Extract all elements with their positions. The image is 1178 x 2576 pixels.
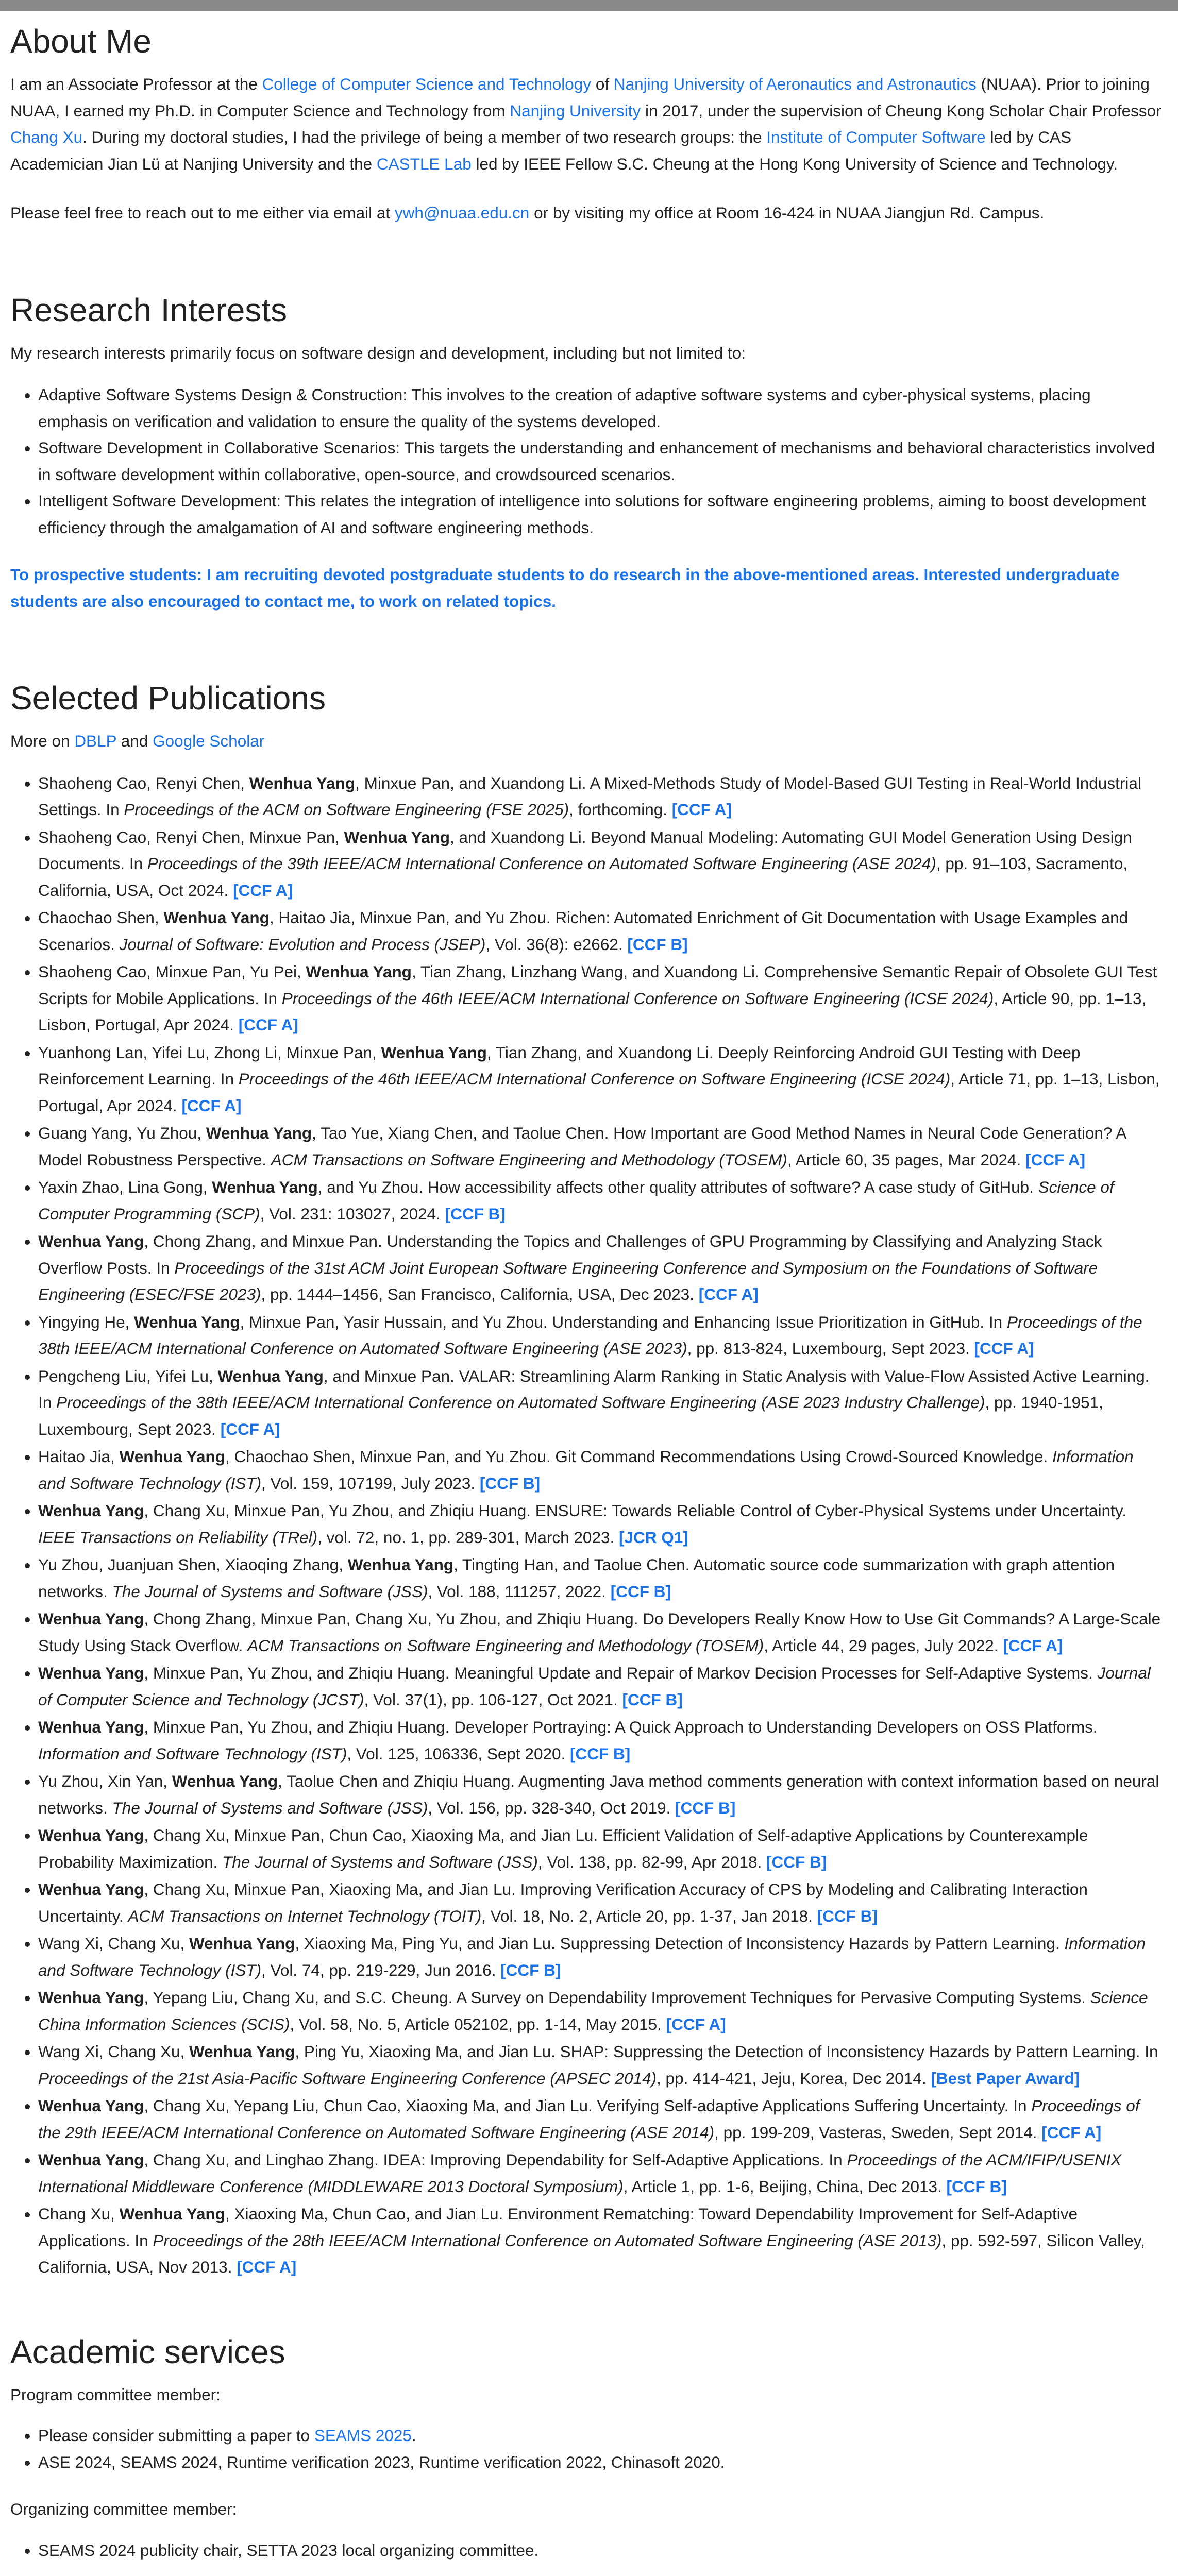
venue-text: IEEE Transactions on Reliability (TRel)	[38, 1528, 318, 1547]
details-text: , Vol. 138, pp. 82-99, Apr 2018.	[537, 1852, 766, 1871]
publication-item	[38, 2039, 1163, 2092]
author-text: Wang Xi, Chang Xu,	[38, 1934, 189, 1953]
castle-lab-link[interactable]: CASTLE Lab	[376, 154, 472, 173]
contact-paragraph	[10, 200, 1163, 227]
details-text: , pp. 813-824, Luxembourg, Sept 2023.	[687, 1339, 974, 1358]
author-highlight: Wenhua Yang	[172, 1772, 278, 1790]
title-text: , Chang Xu, Minxue Pan, Xiaoxing Ma, and Jian Lu. Improving Verification Accuracy of CPS by Modeling and Calibrating Interaction Uncertainty.	[38, 1880, 1088, 1925]
publication-item	[38, 905, 1163, 958]
about-heading: About Me	[10, 23, 152, 60]
author-highlight: Wenhua Yang	[38, 1609, 144, 1628]
services-section	[10, 2332, 1163, 2576]
rank-badge[interactable]: [CCF A]	[1041, 2123, 1102, 2142]
venue-text: Proceedings of the 39th IEEE/ACM International Conference on Automated Software Engineering (ASE 2024)	[147, 854, 936, 873]
rank-badge[interactable]: [CCF B]	[445, 1204, 506, 1223]
rank-badge[interactable]: [CCF B]	[817, 1906, 878, 1925]
research-section	[10, 291, 1163, 615]
venue-text: Proceedings of the ACM on Software Engineering (FSE 2025)	[124, 800, 569, 819]
venue-text: The Journal of Systems and Software (JSS)	[222, 1852, 538, 1871]
publication-item	[38, 1930, 1163, 1984]
rank-badge[interactable]: [CCF A]	[181, 1096, 242, 1115]
venue-text: Science China Information Sciences (SCIS)	[38, 1988, 1148, 2033]
publication-item	[38, 1498, 1163, 1551]
about-text: I am an Associate Professor at the	[10, 75, 262, 93]
author-highlight: Wenhua Yang	[306, 962, 412, 981]
title-text: , Tao Yue, Xiang Chen, and Taolue Chen. How Important are Good Method Names in Neural Code Generation? A Model Robustness Perspective.	[38, 1124, 1126, 1169]
author-text: Yuanhong Lan, Yifei Lu, Zhong Li, Minxue Pan,	[38, 1043, 381, 1062]
details-text: , Vol. 36(8): e2662.	[485, 935, 628, 954]
author-text: Pengcheng Liu, Yifei Lu,	[38, 1366, 218, 1385]
venue-text: Journal of Computer Science and Technology (JCST)	[38, 1664, 1151, 1709]
more-text: More on	[10, 732, 75, 750]
publication-item	[38, 1660, 1163, 1713]
author-highlight: Wenhua Yang	[206, 1124, 312, 1142]
publication-item	[38, 1822, 1163, 1875]
more-text: and	[116, 732, 153, 750]
author-highlight: Wenhua Yang	[38, 2096, 144, 2115]
page-content	[10, 22, 1163, 2576]
author-highlight: Wenhua Yang	[347, 1555, 454, 1574]
author-highlight: Wenhua Yang	[217, 1366, 324, 1385]
about-text: of	[591, 75, 614, 93]
author-text: Haitao Jia,	[38, 1447, 120, 1466]
author-highlight: Wenhua Yang	[119, 2205, 225, 2223]
details-text: , Vol. 231: 103027, 2024.	[260, 1204, 445, 1223]
pc-text: .	[411, 2426, 416, 2445]
author-highlight: Wenhua Yang	[38, 1718, 144, 1736]
author-highlight: Wenhua Yang	[38, 2150, 144, 2169]
publication-item	[38, 1606, 1163, 1659]
author-highlight: Wenhua Yang	[212, 1178, 318, 1196]
nju-link[interactable]: Nanjing University	[510, 101, 641, 120]
author-highlight: Wenhua Yang	[38, 1988, 144, 2007]
venue-text: Proceedings of the 38th IEEE/ACM International Conference on Automated Software Engineering (ASE 2023 Industry Challenge)	[56, 1393, 985, 1412]
pc-text: Please consider submitting a paper to	[38, 2426, 314, 2445]
details-text: , Vol. 58, No. 5, Article 052102, pp. 1-14, May 2015.	[290, 2014, 666, 2033]
oc-item: • SEAMS 2024 publicity chair, SETTA 2023 local organizing committee.	[38, 2537, 1163, 2564]
author-text: Guang Yang, Yu Zhou,	[38, 1124, 206, 1142]
ics-link[interactable]: Institute of Computer Software	[766, 128, 986, 146]
rank-badge[interactable]: [CCF A]	[1003, 1636, 1063, 1655]
author-text: Shaoheng Cao, Renyi Chen,	[38, 773, 249, 792]
publication-item	[38, 1174, 1163, 1227]
publication-item	[38, 2147, 1163, 2200]
venue-text: ACM Transactions on Software Engineering and Methodology (TOSEM)	[247, 1636, 764, 1655]
author-text: Yaxin Zhao, Lina Gong,	[38, 1178, 212, 1196]
title-text: , Chong Zhang, and Minxue Pan. Understanding the Topics and Challenges of GPU Programming by Classifying and Analyzing Stack Overflow Posts. In	[38, 1232, 1102, 1277]
title-text: , Tian Zhang, and Xuandong Li. Deeply Reinforcing Android GUI Testing with Deep Reinforcement Learning. In	[38, 1043, 1081, 1088]
author-highlight: Wenhua Yang	[163, 908, 270, 927]
about-section	[10, 22, 1163, 227]
title-text: , Minxue Pan, Yu Zhou, and Zhiqiu Huang. Meaningful Update and Repair of Markov Decision Processes for Self-Adaptive Systems.	[144, 1664, 1098, 1682]
details-text: , Vol. 37(1), pp. 106-127, Oct 2021.	[364, 1690, 622, 1709]
venue-text: Information and Software Technology (IST)	[38, 1934, 1146, 1979]
venue-text: Proceedings of the 46th IEEE/ACM International Conference on Software Engineering (ICSE 2024)	[238, 1070, 951, 1088]
title-text: , Xiaoxing Ma, Chun Cao, and Jian Lu. Environment Rematching: Toward Dependability Improvement for Self-Adaptive Applications. In	[38, 2205, 1078, 2250]
more-links	[10, 728, 1163, 755]
details-text: , Article 1, pp. 1-6, Beijing, China, Dec 2013.	[623, 2177, 947, 2196]
details-text: , Article 71, pp. 1–13, Lisbon, Portugal, Apr 2024.	[38, 1070, 1160, 1115]
rank-badge[interactable]: [CCF B]	[570, 1744, 631, 1763]
author-highlight: Wenhua Yang	[189, 1934, 295, 1953]
details-text: , forthcoming.	[569, 800, 672, 819]
author-highlight: Wenhua Yang	[344, 827, 450, 846]
publication-item	[38, 1228, 1163, 1308]
title-text: , Chaochao Shen, Minxue Pan, and Yu Zhou. Git Command Recommendations Using Crowd-Sourced Knowledge.	[225, 1447, 1053, 1466]
details-text: , Vol. 74, pp. 219-229, Jun 2016.	[261, 1960, 501, 1979]
venue-text: The Journal of Systems and Software (JSS)	[112, 1582, 428, 1601]
details-text: , vol. 72, no. 1, pp. 289-301, March 2023.	[317, 1528, 619, 1547]
rank-badge[interactable]: [CCF A]	[698, 1285, 759, 1303]
title-text: , Tingting Han, and Taolue Chen. Automatic source code summarization with graph attention networks.	[38, 1555, 1115, 1601]
rank-badge[interactable]: [JCR Q1]	[618, 1528, 688, 1547]
rank-badge[interactable]: [CCF A]	[1025, 1150, 1086, 1169]
title-text: , Chang Xu, Minxue Pan, Chun Cao, Xiaoxing Ma, and Jian Lu. Efficient Validation of Self-adaptive Applications by Counterexample Probability Maximization.	[38, 1826, 1088, 1871]
google-scholar-link[interactable]: Google Scholar	[153, 732, 265, 750]
publication-item	[38, 1120, 1163, 1173]
title-text: , Chong Zhang, Minxue Pan, Chang Xu, Yu Zhou, and Zhiqiu Huang. Do Developers Really Know How to Use Git Commands? A Large-Scale Study Using Stack Overflow.	[38, 1609, 1161, 1655]
venue-text: Proceedings of the 46th IEEE/ACM International Conference on Software Engineering (ICSE 2024)	[281, 989, 994, 1008]
author-highlight: Wenhua Yang	[381, 1043, 487, 1062]
publication-list	[10, 770, 1163, 2281]
publication-item	[38, 1309, 1163, 1362]
publication-item	[38, 1985, 1163, 2038]
venue-text: The Journal of Systems and Software (JSS)	[112, 1798, 428, 1817]
chang-xu-link[interactable]: Chang Xu	[10, 128, 83, 146]
pc-item	[38, 2422, 1163, 2449]
about-text: (NUAA). Prior to joining NUAA, I earned my Ph.D. in Computer Science and Technology from	[10, 75, 1150, 120]
rank-badge[interactable]: [Best Paper Award]	[931, 2069, 1080, 2088]
publication-item	[38, 1714, 1163, 1767]
author-text: Shaoheng Cao, Minxue Pan, Yu Pei,	[38, 962, 306, 981]
publication-item	[38, 2093, 1163, 2146]
title-text: , Ping Yu, Xiaoxing Ma, and Jian Lu. SHAP: Suppressing the Detection of Inconsistency Hazards by Pattern Learning. In	[295, 2042, 1158, 2061]
title-text: , Minxue Pan, Yasir Hussain, and Yu Zhou. Understanding and Enhancing Issue Prioritization in GitHub. In	[240, 1312, 1007, 1331]
author-highlight: Wenhua Yang	[38, 1664, 144, 1682]
details-text: , pp. 414-421, Jeju, Korea, Dec 2014.	[656, 2069, 931, 2088]
title-text: , Chang Xu, Minxue Pan, Yu Zhou, and Zhiqiu Huang. ENSURE: Towards Reliable Control of Cyber-Physical Systems under Uncertainty.	[144, 1501, 1127, 1520]
details-text: , pp. 91–103, Sacramento, California, USA, Oct 2024.	[38, 854, 1128, 900]
title-text: , Minxue Pan, and Xuandong Li. A Mixed-Methods Study of Model-Based GUI Testing in Real-World Industrial Settings. In	[38, 773, 1141, 819]
title-text: , Xiaoxing Ma, Ping Yu, and Jian Lu. Suppressing Detection of Inconsistency Hazards by Pattern Learning.	[295, 1934, 1065, 1953]
publication-item	[38, 824, 1163, 904]
rank-badge[interactable]: [CCF B]	[622, 1690, 683, 1709]
details-text: , pp. 199-209, Vasteras, Sweden, Sept 2014.	[714, 2123, 1042, 2142]
details-text: , Article 44, 29 pages, July 2022.	[764, 1636, 1003, 1655]
publication-item	[38, 1552, 1163, 1605]
publications-heading: Selected Publications	[10, 680, 326, 717]
title-text: , Chang Xu, Yepang Liu, Chun Cao, Xiaoxing Ma, and Jian Lu. Verifying Self-adaptive Applications Suffering Uncertainty. In	[144, 2096, 1032, 2115]
venue-text: Proceedings of the 38th IEEE/ACM International Conference on Automated Software Engineering (ASE 2023)	[38, 1312, 1142, 1358]
nuaa-link[interactable]: Nanjing University of Aeronautics and Astronautics	[613, 75, 977, 93]
author-text: Yingying He,	[38, 1312, 134, 1331]
research-item: • Adaptive Software Systems Design & Construction: This involves to the creation of adaptive software systems and cyber-physical systems, placing emphasis on verification and validation to ensure the quality of the systems developed.	[38, 382, 1163, 435]
publication-item	[38, 1040, 1163, 1120]
research-item: • Intelligent Software Development: This relates the integration of intelligence into solutions for software engineering problems, aiming to boost development efficiency through the amalgamation of AI and software engineering methods.	[38, 488, 1163, 541]
author-highlight: Wenhua Yang	[189, 2042, 295, 2061]
contact-text: or by visiting my office at Room 16-424 in NUAA Jiangjun Rd. Campus.	[529, 204, 1045, 222]
author-highlight: Wenhua Yang	[38, 1826, 144, 1844]
rank-badge[interactable]: [CCF B]	[675, 1798, 736, 1817]
venue-text: Proceedings of the ACM/IFIP/USENIX International Middleware Conference (MIDDLEWARE 2013 Doctoral Symposium)	[38, 2150, 1122, 2196]
publication-item	[38, 959, 1163, 1039]
research-intro: My research interests primarily focus on software design and development, including but not limited to:	[10, 343, 746, 362]
email-link[interactable]: ywh@nuaa.edu.cn	[394, 204, 530, 222]
pc-item: • ASE 2024, SEAMS 2024, Runtime verification 2023, Runtime verification 2022, Chinasoft 2020.	[38, 2449, 1163, 2476]
rank-badge[interactable]: [CCF B]	[500, 1960, 561, 1979]
contact-text: Please feel free to reach out to me either via email at	[10, 204, 395, 222]
details-text: , pp. 1444–1456, San Francisco, California, USA, Dec 2023.	[261, 1285, 699, 1303]
venue-text: Proceedings of the 29th IEEE/ACM International Conference on Automated Software Engineering (ASE 2014)	[38, 2096, 1140, 2142]
details-text: , Vol. 159, 107199, July 2023.	[261, 1473, 480, 1493]
venue-text: Journal of Software: Evolution and Process (JSEP)	[119, 935, 486, 954]
author-text: Yu Zhou, Juanjuan Shen, Xiaoqing Zhang,	[38, 1555, 348, 1574]
publication-item	[38, 1768, 1163, 1821]
venue-text: Science of Computer Programming (SCP)	[38, 1178, 1114, 1223]
about-text: led by CAS Academician Jian Lü at Nanjing University and the	[10, 128, 1072, 173]
about-text: . During my doctoral studies, I had the privilege of being a member of two research groups: the	[82, 128, 767, 146]
venue-text: Information and Software Technology (IST)	[38, 1744, 347, 1763]
about-text: led by IEEE Fellow S.C. Cheung at the Hong Kong University of Science and Technology.	[471, 154, 1118, 173]
rank-badge[interactable]: [CCF B]	[946, 2177, 1007, 2196]
publication-item	[38, 2201, 1163, 2281]
publication-item	[38, 1444, 1163, 1497]
title-text: , Yepang Liu, Chang Xu, and S.C. Cheung. A Survey on Dependability Improvement Techniques for Pervasive Computing Systems.	[144, 1988, 1090, 2007]
recruiting-notice: To prospective students: I am recruiting devoted postgraduate students to do research in the above-mentioned areas. Interested undergraduate students are also encouraged to contact me, to work on related topics.	[10, 565, 1120, 611]
oc-label: Organizing committee member:	[10, 2500, 237, 2518]
details-text: , Vol. 188, 111257, 2022.	[428, 1582, 611, 1601]
seams-2025-link[interactable]: SEAMS 2025	[314, 2426, 412, 2445]
author-text: Chang Xu,	[38, 2205, 120, 2223]
author-highlight: Wenhua Yang	[38, 1501, 144, 1520]
rank-badge[interactable]: [CCF A]	[671, 800, 732, 819]
author-text: Shaoheng Cao, Renyi Chen, Minxue Pan,	[38, 827, 344, 846]
dblp-link[interactable]: DBLP	[74, 732, 117, 750]
details-text: , Article 90, pp. 1–13, Lisbon, Portugal, Apr 2024.	[38, 989, 1147, 1034]
rank-badge[interactable]: [CCF A]	[974, 1339, 1034, 1358]
author-highlight: Wenhua Yang	[38, 1880, 144, 1899]
details-text: , Article 60, 35 pages, Mar 2024.	[787, 1150, 1026, 1169]
top-bar	[0, 0, 1178, 11]
research-list	[10, 382, 1163, 541]
rank-badge[interactable]: [CCF B]	[766, 1852, 827, 1871]
author-text: Wang Xi, Chang Xu,	[38, 2042, 189, 2061]
publications-section	[10, 679, 1163, 2281]
author-highlight: Wenhua Yang	[249, 773, 356, 792]
pc-label: Program committee member:	[10, 2385, 221, 2404]
details-text: , Vol. 18, No. 2, Article 20, pp. 1-37, Jan 2018.	[481, 1906, 817, 1925]
title-text: , Taolue Chen and Zhiqiu Huang. Augmenting Java method comments generation with context information based on neural networks.	[38, 1772, 1159, 1817]
venue-text: Proceedings of the 28th IEEE/ACM International Conference on Automated Software Engineering (ASE 2013)	[153, 2231, 942, 2250]
research-item: • Software Development in Collaborative Scenarios: This targets the understanding and enhancement of mechanisms and behavioral characteristics involved in software development within collaborative, open-source, and crowdsourced scenarios.	[38, 435, 1163, 488]
title-text: , and Yu Zhou. How accessibility affects other quality attributes of software? A case study of GitHub.	[317, 1178, 1038, 1196]
details-text: , Vol. 156, pp. 328-340, Oct 2019.	[428, 1798, 676, 1817]
author-highlight: Wenhua Yang	[38, 1232, 144, 1250]
author-text: Chaochao Shen,	[38, 908, 164, 927]
title-text: , Tian Zhang, Linzhang Wang, and Xuandong Li. Comprehensive Semantic Repair of Obsolete GUI Test Scripts for Mobile Applications. In	[38, 962, 1157, 1008]
pc-list	[10, 2422, 1163, 2476]
details-text: , Vol. 125, 106336, Sept 2020.	[347, 1744, 570, 1763]
author-highlight: Wenhua Yang	[119, 1447, 225, 1466]
publication-item	[38, 1363, 1163, 1443]
venue-text: Proceedings of the 21st Asia-Pacific Software Engineering Conference (APSEC 2014)	[38, 2069, 657, 2088]
publication-item	[38, 1876, 1163, 1929]
title-text: , Haitao Jia, Minxue Pan, and Yu Zhou. Richen: Automated Enrichment of Git Documentation with Usage Examples and Scenarios.	[38, 908, 1129, 954]
details-text: , pp. 592-597, Silicon Valley, California, USA, Nov 2013.	[38, 2231, 1145, 2276]
author-highlight: Wenhua Yang	[134, 1312, 240, 1331]
title-text: , and Minxue Pan. VALAR: Streamlining Alarm Ranking in Static Analysis with Value-Flow Assisted Active Learning. In	[38, 1366, 1150, 1412]
title-text: , Minxue Pan, Yu Zhou, and Zhiqiu Huang. Developer Portraying: A Quick Approach to Understanding Developers on OSS Platforms.	[144, 1718, 1098, 1736]
rank-badge[interactable]: [CCF B]	[479, 1473, 541, 1493]
venue-text: ACM Transactions on Internet Technology (TOIT)	[128, 1906, 482, 1925]
publication-item	[38, 770, 1163, 823]
college-link[interactable]: College of Computer Science and Technology	[262, 75, 592, 93]
rank-badge[interactable]: [CCF A]	[233, 880, 293, 900]
oc-list	[10, 2537, 1163, 2564]
details-text: , pp. 1940-1951, Luxembourg, Sept 2023.	[38, 1393, 1103, 1438]
services-heading: Academic services	[10, 2333, 285, 2370]
rank-badge[interactable]: [CCF A]	[220, 1419, 280, 1438]
rank-badge[interactable]: [CCF B]	[627, 935, 688, 954]
title-text: , Chang Xu, and Linghao Zhang. IDEA: Improving Dependability for Self-Adaptive Applications. In	[144, 2150, 847, 2169]
title-text: , and Xuandong Li. Beyond Manual Modeling: Automating GUI Model Generation Using Design Documents. In	[38, 827, 1132, 873]
research-heading: Research Interests	[10, 291, 288, 329]
venue-text: ACM Transactions on Software Engineering and Methodology (TOSEM)	[271, 1150, 787, 1169]
venue-text: Proceedings of the 31st ACM Joint European Software Engineering Conference and Symposium on the Foundations of Software Engineering (ESEC/FSE 2023)	[38, 1258, 1098, 1303]
rank-badge[interactable]: [CCF A]	[237, 2258, 297, 2276]
rank-badge[interactable]: [CCF A]	[238, 1015, 298, 1034]
about-text: in 2017, under the supervision of Cheung Kong Scholar Chair Professor	[641, 101, 1162, 120]
author-text: Yu Zhou, Xin Yan,	[38, 1772, 172, 1790]
rank-badge[interactable]: [CCF B]	[610, 1582, 671, 1601]
about-paragraph	[10, 71, 1163, 177]
venue-text: Information and Software Technology (IST)	[38, 1447, 1134, 1493]
rank-badge[interactable]: [CCF A]	[666, 2014, 726, 2033]
